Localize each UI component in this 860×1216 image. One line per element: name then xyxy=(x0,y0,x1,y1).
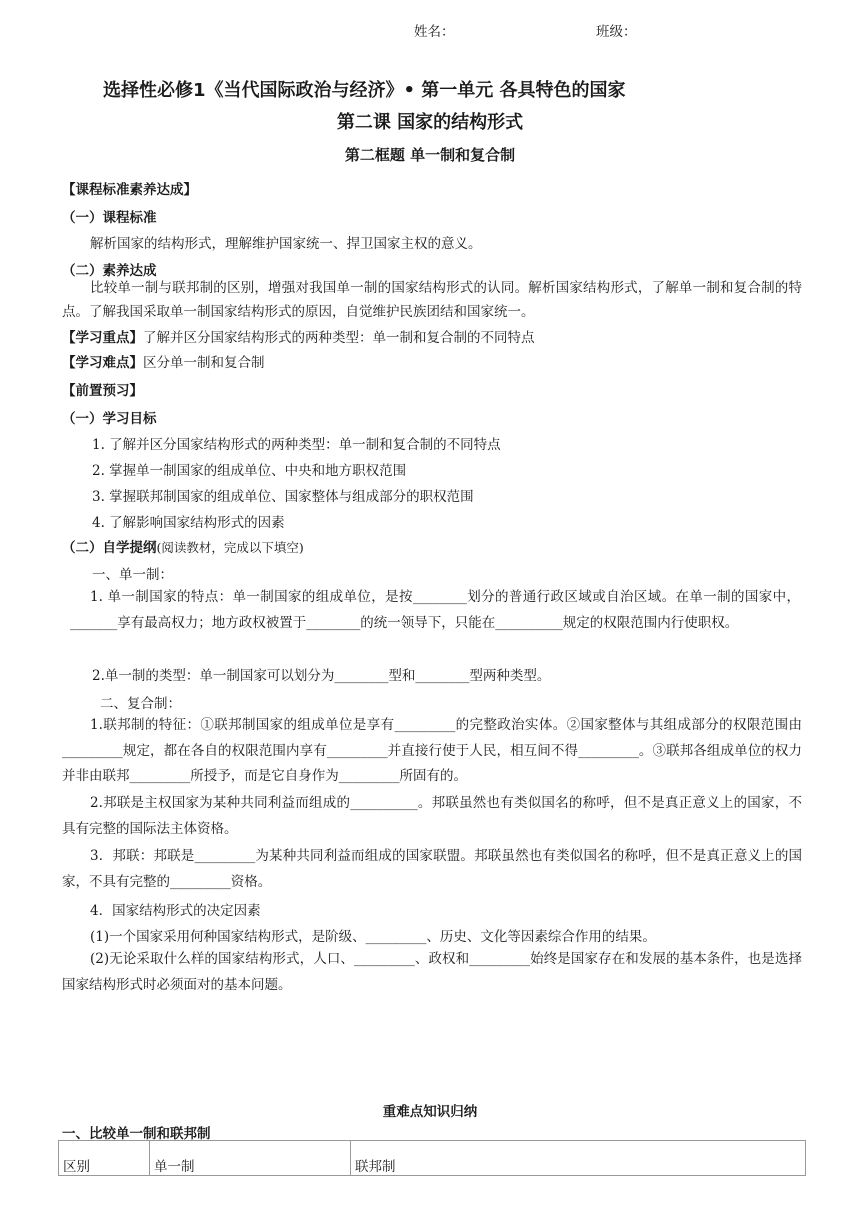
factors-paragraph-2: (2)无论采取什么样的国家结构形式，人口、_________、政权和_________始终是国家存在和发展的基本条件，也是选择国家结构形式时必须面对的基本问题。 xyxy=(62,951,802,993)
table-header-row xyxy=(59,1141,806,1176)
comparison-section-heading: 一、比较单一制和联邦制 xyxy=(62,1126,211,1142)
goal-item-2: 2. 掌握单一制国家的组成单位、中央和地方职权范围 xyxy=(92,463,407,479)
standards-subheading-1: （一）课程标准 xyxy=(62,210,157,226)
table-header-cell: 区别 xyxy=(59,1141,150,1176)
outline-note: (阅读教材，完成以下填空) xyxy=(156,540,304,555)
standards-text-2: 比较单一制与联邦制的区别，增强对我国单一制的国家结构形式的认同。解析国家结构形式，了解单一制和复合制的特点。了解我国采取单一制国家结构形式的原因，自觉维护民族团结和国家统一。 xyxy=(62,280,802,320)
goal-item-4: 4. 了解影响国家结构形式的因素 xyxy=(92,515,285,531)
outline-heading-row xyxy=(62,536,304,556)
name-label: 姓名： xyxy=(414,24,455,40)
factors-heading: 4．国家结构形式的决定因素 xyxy=(90,903,261,919)
unitary-paragraph-1: 1. 单一制国家的特点：单一制国家的组成单位，是按________划分的普通行政区域或自治区域。在单一制的国家中，_______享有最高权力；地方政权被置于________的统一领导下，只能在__________规定的权限范围内行使职权。 xyxy=(70,589,800,631)
key-point-label: 【学习重点】 xyxy=(62,330,143,346)
unit-title: 选择性必修1《当代国际政治与经济》• 第一单元 各具特色的国家 xyxy=(103,80,626,101)
lesson-title: 第二课 国家的结构形式 xyxy=(336,112,524,133)
standards-subheading-2: （二）素养达成 xyxy=(62,263,157,279)
unitary-paragraph-2: 2.单一制的类型：单一制国家可以划分为________型和________型两种类型。 xyxy=(92,668,551,684)
compound-paragraph-2: 2.邦联是主权国家为某种共同利益而组成的__________。邦联虽然也有类似国名的称呼，但不是真正意义上的国家，不具有完整的国际法主体资格。 xyxy=(62,795,802,837)
key-point xyxy=(62,326,535,346)
preview-heading: 【前置预习】 xyxy=(62,383,143,399)
factors-paragraph-1: (1)一个国家采用何种国家结构形式，是阶级、_________、历史、文化等因素综合作用的结果。 xyxy=(90,929,656,945)
standards-text-1: 解析国家的结构形式，理解维护国家统一、捍卫国家主权的意义。 xyxy=(90,236,482,252)
goals-heading: （一）学习目标 xyxy=(62,411,157,427)
goal-item-1: 1. 了解并区分国家结构形式的两种类型：单一制和复合制的不同特点 xyxy=(92,437,501,453)
unitary-heading: 一、单一制： xyxy=(92,567,173,583)
class-label: 班级： xyxy=(596,24,637,40)
summary-heading: 重难点知识归纳 xyxy=(382,1104,478,1120)
table-header-cell: 单一制 xyxy=(150,1141,351,1176)
key-point-text: 了解并区分国家结构形式的两种类型：单一制和复合制的不同特点 xyxy=(143,330,535,346)
standards-heading: 【课程标准素养达成】 xyxy=(62,182,197,198)
difficult-point-text: 区分单一制和复合制 xyxy=(143,355,265,371)
goal-item-3: 3. 掌握联邦制国家的组成单位、国家整体与组成部分的职权范围 xyxy=(92,489,474,505)
section-title: 第二框题 单一制和复合制 xyxy=(344,146,516,164)
difficult-point xyxy=(62,351,265,371)
compound-paragraph-3: 3．邦联：邦联是_________为某种共同利益而组成的国家联盟。邦联虽然也有类似国名的称呼，但不是真正意义上的国家，不具有完整的_________资格。 xyxy=(62,848,802,890)
table-header-cell: 联邦制 xyxy=(351,1141,806,1176)
compound-heading: 二、复合制： xyxy=(100,696,181,712)
comparison-table xyxy=(58,1140,806,1176)
difficult-point-label: 【学习难点】 xyxy=(62,355,143,371)
compound-paragraph-1: 1.联邦制的特征：①联邦制国家的组成单位是享有_________的完整政治实体。②国家整体与其组成部分的权限范围由_________规定，都在各自的权限范围内享有_________并直接行使于人民，相互间不得_________。③联邦各组成单位的权力并非由联邦_________所授予，而是它自身作为_________所固有的。 xyxy=(62,717,802,784)
outline-heading: （二）自学提纲 xyxy=(62,540,157,556)
